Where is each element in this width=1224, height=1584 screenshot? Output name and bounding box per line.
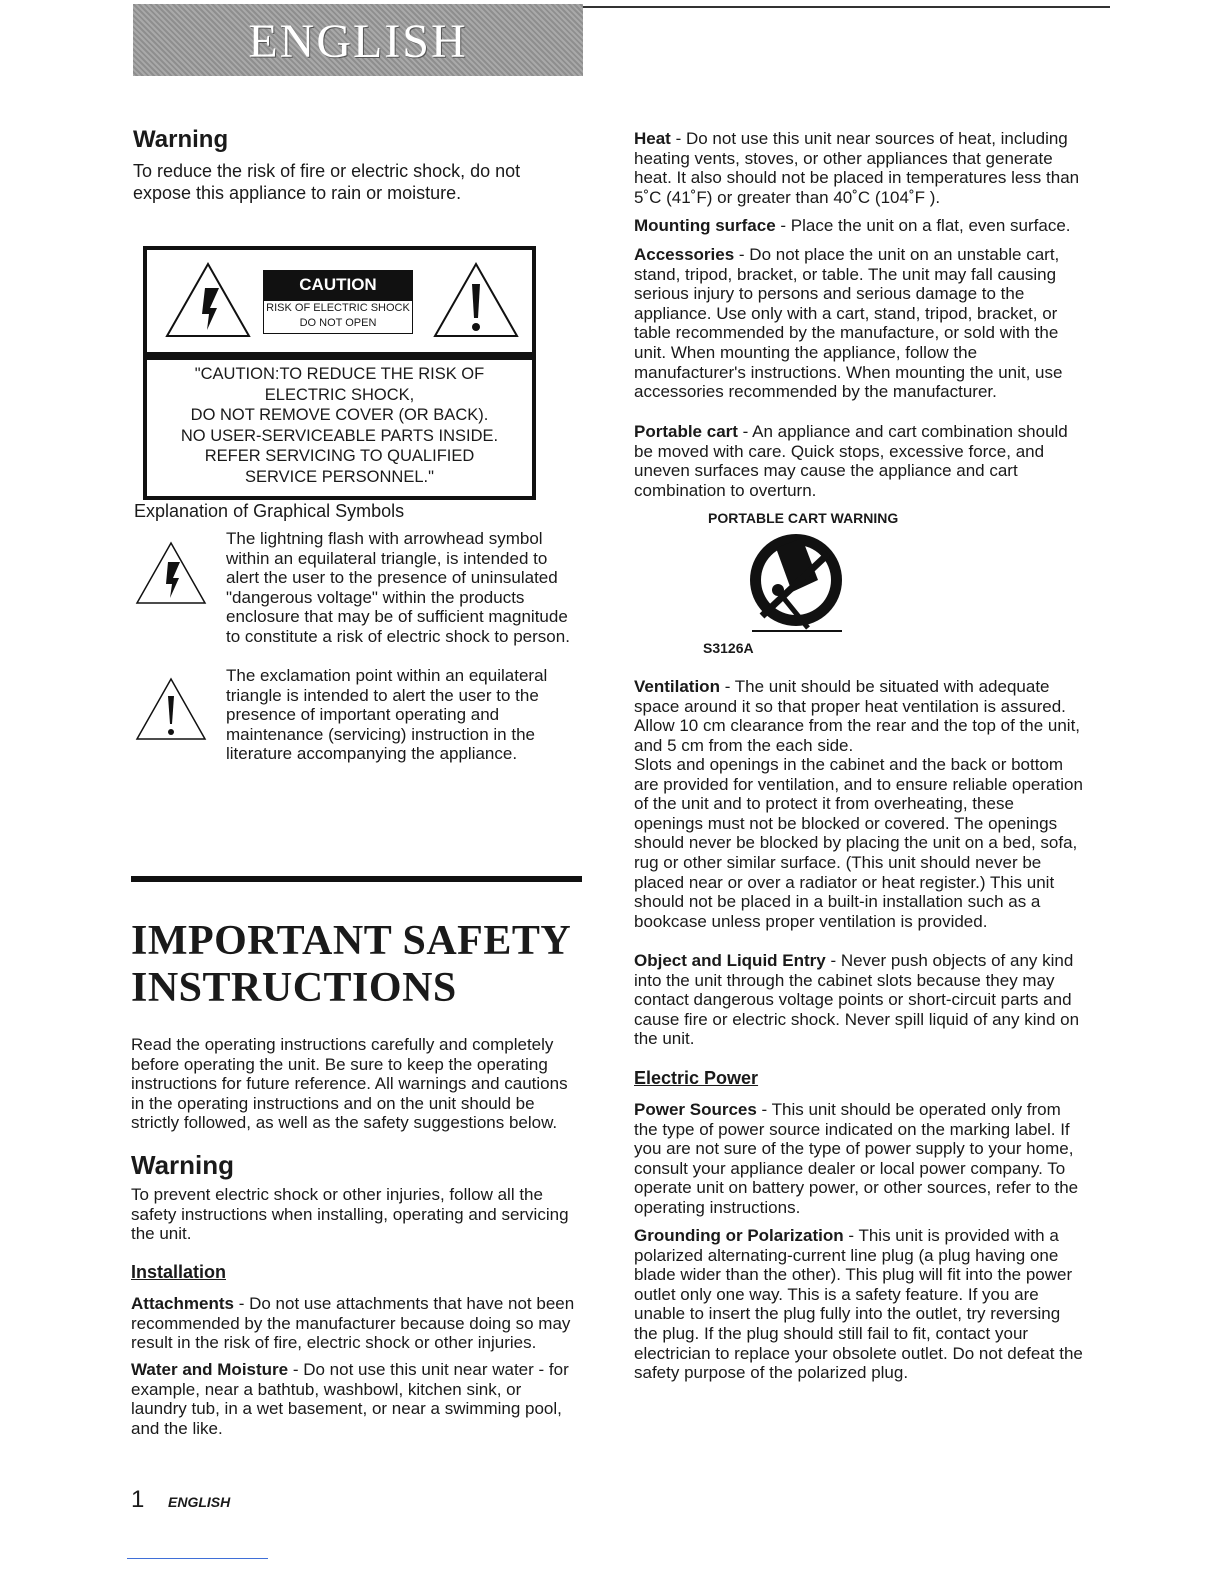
section-rule: [131, 876, 582, 882]
accessories-paragraph: Accessories - Do not place the unit on an unstable cart, stand, tripod, bracket, or table. The unit may fall causing serious injury to persons and serious damage to the appliance. Use only with a cart, stand, tripod, bracket, or table recommended by the manufacture, or sold with the unit. When mounting the appliance, follow the manufacturer's instructions. When mounting the unit, use accessories recommended by the manufacturer.: [634, 245, 1063, 402]
portable-cart-paragraph: Portable cart - An appliance and cart combination should be moved with care. Quick stops, excessive force, and uneven surfaces may cause the appliance and cart combination to overturn.: [634, 422, 1068, 500]
caution-label: CAUTION: [263, 270, 413, 300]
exclamation-explanation: The exclamation point within an equilateral triangle is intended to alert the user to the presence of important operating and maintenance (servicing) instruction in the literature accompanying the appliance.: [226, 666, 548, 764]
important-safety-title: IMPORTANT SAFETY INSTRUCTIONS: [131, 918, 572, 1011]
footer-link-underline: [127, 1558, 268, 1559]
caution-divider: [147, 352, 532, 360]
warning-title: Warning: [131, 1150, 235, 1180]
cart-tipover-icon: [742, 530, 848, 636]
caution-label-box: [143, 246, 536, 500]
attachments-paragraph: Attachments - Do not use attachments that have not been recommended by the manufacturer because doing so may result in the risk of fire, electric shock or other injuries.: [131, 1294, 575, 1353]
mounting-paragraph: Mounting surface - Place the unit on a flat, even surface.: [634, 216, 1071, 235]
ventilation-paragraph: Ventilation - The unit should be situated with adequate space around it so that proper heat ventilation is assured. Allow 10 cm clearance from the rear and the top of the unit, and 5 cm from the each side.: [634, 677, 1081, 755]
exclamation-triangle-icon: [134, 676, 208, 742]
heat-paragraph: Heat - Do not use this unit near sources of heat, including heating vents, stoves, or other appliances that generate heat. It also should not be placed in temperatures less than 5˚C (41˚F) or greater than 40˚C (104˚F ).: [634, 129, 1080, 207]
header-rule: [583, 6, 1110, 8]
important-intro: Read the operating instructions carefully and completely before operating the unit. Be sure to keep the operating instructions for future reference. All warnings and cautions in the operating instructions and on the unit should be strictly followed, as well as the safety suggestions below.: [131, 1035, 568, 1133]
grounding-paragraph: Grounding or Polarization - This unit is provided with a polarized alternating-current line plug (a plug having one blade wider than the other). This plug will fit into the power outlet only one way. This is a safety feature. If you are unable to insert the plug fully into the outlet, try reversing the plug. If the plug should still fail to fit, contact your electrician to replace your obsolete outlet. Do not defeat the safety purpose of the polarized plug.: [634, 1226, 1083, 1383]
water-moisture-paragraph: Water and Moisture - Do not use this unit near water - for example, near a bathtub, washbowl, kitchen sink, or laundry tub, in a wet basement, or near a swimming pool, and the like.: [131, 1360, 569, 1438]
warning-section-2: [131, 1150, 576, 1244]
ventilation-paragraph-2: Slots and openings in the cabinet and the back or bottom are provided for ventilation, and to ensure reliable operation of the unit and to protect it from overheating, these openings must not be blocked or covered. The openings should never be blocked by placing the unit on a bed, sofa, rug or other similar surface. (This unit should never be placed near or over a radiator or heat register.) This unit should not be placed in a built-in installation such as a bookcase unless proper ventilation is provided.: [634, 755, 1083, 931]
caution-message: "CAUTION:TO REDUCE THE RISK OF ELECTRIC SHOCK, DO NOT REMOVE COVER (OR BACK). NO USER-SERVICEABLE PARTS INSIDE. REFER SERVICING TO QUALIFIED SERVICE PERSONNEL.": [180, 365, 499, 486]
language-tab-title: ENGLISH: [248, 15, 468, 68]
lightning-triangle-icon: [163, 260, 253, 340]
power-sources-paragraph: Power Sources - This unit should be operated only from the type of power source indicated on the marking label. If you are not sure of the type of power supply to your home, consult your appliance dealer or local power company. To operate unit on battery power, or other sources, refer to the operating instructions.: [634, 1100, 1079, 1217]
footer-language: ENGLISH: [168, 1494, 231, 1510]
lightning-explanation: The lightning flash with arrowhead symbol within an equilateral triangle, is intended to alert the user to the presence of uninsulated "dangerous voltage" within the products enclosure that may be of sufficient magnitude to constitute a risk of electric shock to person.: [226, 529, 570, 646]
page-number: 1: [131, 1486, 145, 1513]
lightning-triangle-icon: [134, 540, 208, 606]
symbols-title: Explanation of Graphical Symbols: [134, 501, 405, 521]
caution-sub-text: RISK OF ELECTRIC SHOCK DO NOT OPEN: [263, 300, 413, 334]
electric-power-heading: Electric Power: [634, 1068, 759, 1088]
cart-code: S3126A: [703, 640, 754, 656]
object-liquid-paragraph: Object and Liquid Entry - Never push objects of any kind into the unit through the cabinet slots because they may contact dangerous voltage points or short-circuit parts and cause fire or electric shock. Never spill liquid of any kind on the unit.: [634, 951, 1080, 1049]
installation-heading: Installation: [131, 1262, 227, 1282]
warning-text: To reduce the risk of fire or electric shock, do not expose this appliance to rain or moisture.: [133, 161, 521, 203]
warning-section-1: [133, 126, 553, 204]
exclamation-triangle-icon: [431, 260, 521, 340]
warning-text: To prevent electric shock or other injuries, follow all the safety instructions when installing, operating and servicing the unit.: [131, 1185, 569, 1244]
warning-title: Warning: [133, 126, 229, 153]
cart-warning-title: PORTABLE CART WARNING: [708, 510, 899, 526]
